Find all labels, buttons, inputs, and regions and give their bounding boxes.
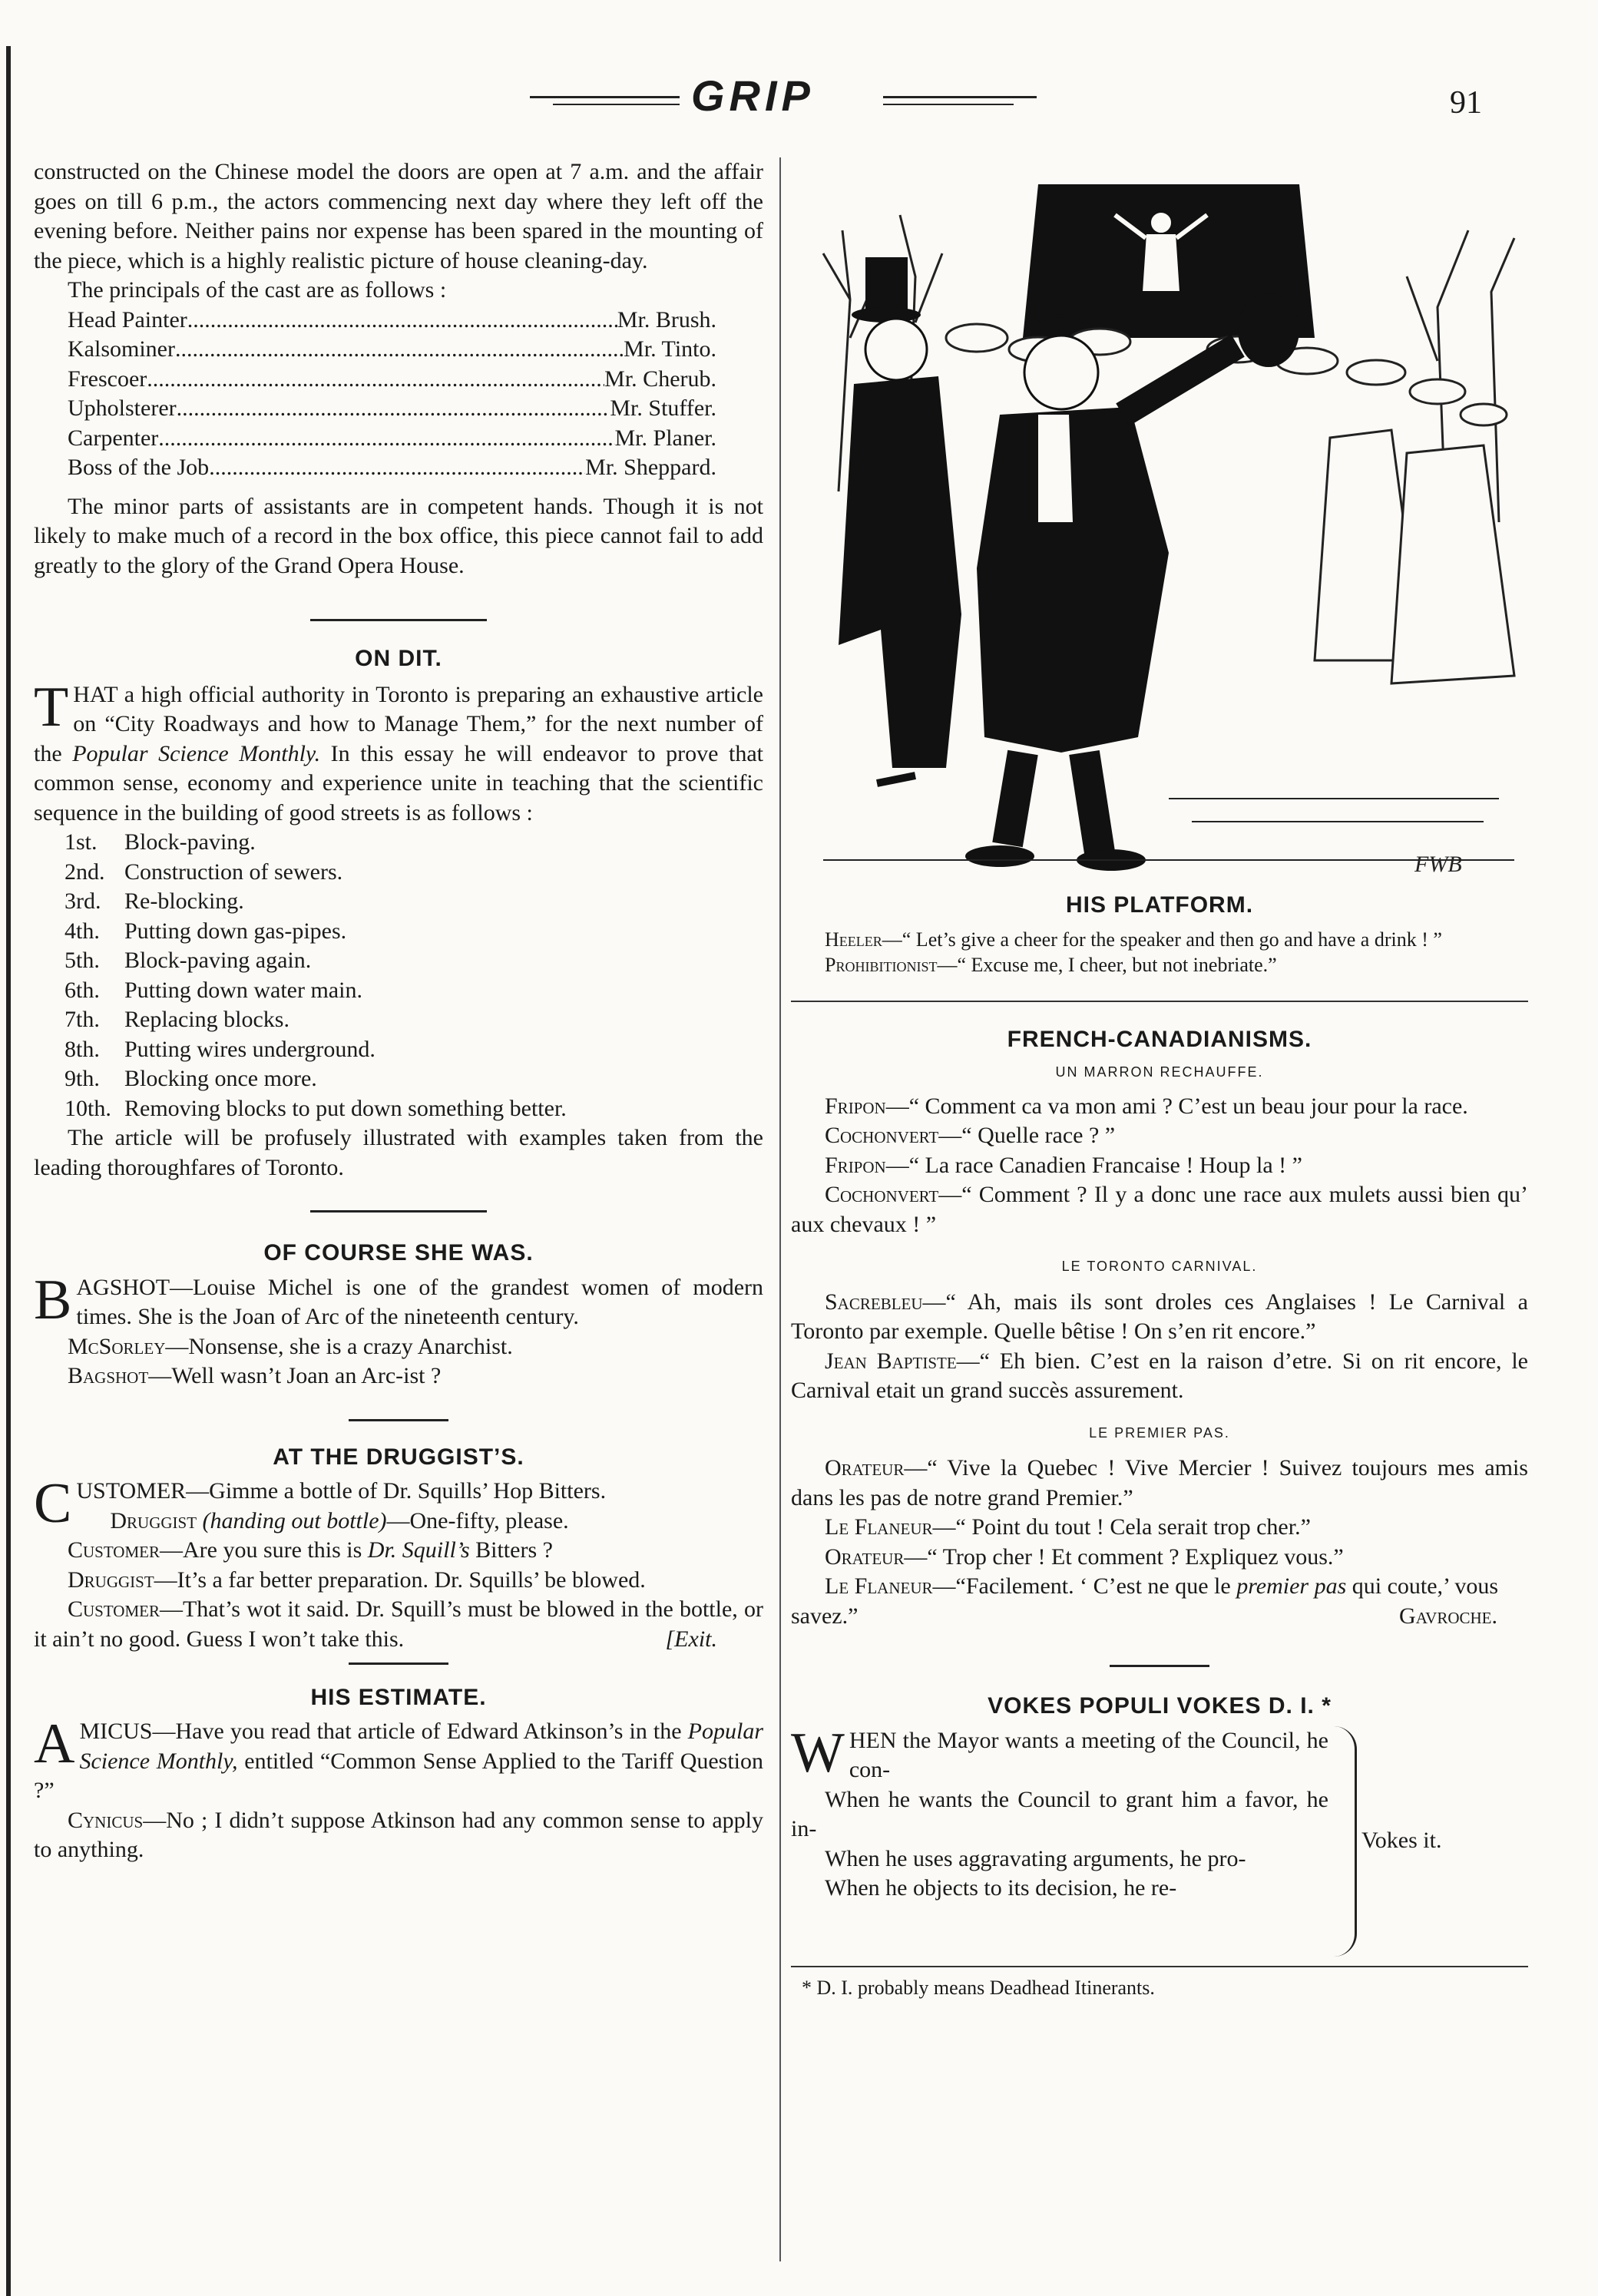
dialogue-line: Bagshot—Well wasn’t Joan an Arc-ist ? bbox=[68, 1363, 442, 1388]
subheading: UN MARRON RECHAUFFE. bbox=[1055, 1064, 1264, 1080]
drop-cap: T bbox=[34, 675, 69, 739]
section-separator bbox=[1110, 1665, 1209, 1667]
dialogue-line: Jean Baptiste—“ Eh bien. C’est en la raison d’etre. Si on rit encore, le Carnival etait un grand succès assurement. bbox=[791, 1348, 1528, 1403]
section-separator bbox=[310, 1210, 487, 1213]
dialogue-line: Fripon—“ Comment ca va mon ami ? C’est un beau jour pour la race. bbox=[825, 1093, 1468, 1119]
dialogue-line: Cochonvert—“ Quelle race ? ” bbox=[825, 1123, 1116, 1148]
on-dit-body: THAT a high official authority in Toronto is preparing an exhaustive article on “City Roadways and how to Manage Them,” for the next number of the Popular Science Monthly. In this essay he will endeavor to prove that common sense, economy and experience unite in teaching that the scientific sequence in the building of good streets is as follows : bbox=[34, 675, 763, 825]
dialogue-line: Customer—That’s wot it said. Dr. Squill’s must be blowed in the bottle, or it ain’t no good. Guess I won’t take this. bbox=[34, 1596, 763, 1652]
dialogue-line: McSorley—Nonsense, she is a crazy Anarchist. bbox=[68, 1333, 513, 1359]
curly-bracket bbox=[1332, 1726, 1357, 1957]
list-item: 10th. Removing blocks to put down something better. bbox=[65, 1095, 567, 1121]
column-divider bbox=[779, 157, 781, 2261]
article-intro: constructed on the Chinese model the doors are open at 7 a.m. and the affair goes on till 6 p.m., the actors commencing next day where they left off the evening before. Neither pains nor expense has been spared in the mounting of the piece, which is a highly realistic picture of house cleaning-day. bbox=[34, 159, 763, 273]
list-item: 2nd. Construction of sewers. bbox=[65, 859, 343, 885]
bracket-label: Vokes it. bbox=[1361, 1827, 1442, 1853]
cast-list bbox=[68, 306, 716, 483]
drop-cap: B bbox=[34, 1268, 72, 1332]
masthead-title: GRIP bbox=[691, 71, 815, 120]
cast-intro: The principals of the cast are as follows : bbox=[68, 277, 447, 303]
poem-line: When he uses aggravating arguments, he pro- bbox=[825, 1845, 1246, 1871]
stage-direction: [Exit. bbox=[665, 1626, 717, 1652]
on-dit-list bbox=[65, 828, 763, 1123]
header-rule-left-2 bbox=[553, 104, 680, 105]
section-separator bbox=[349, 1419, 448, 1421]
dialogue-line: Cochonvert—“ Comment ? Il y a donc une race aux mulets aussi bien qu’ aux chevaux ! ” bbox=[791, 1182, 1528, 1237]
dialogue-line: Orateur—“ Trop cher ! Et comment ? Expliquez vous.” bbox=[825, 1543, 1344, 1570]
section-separator bbox=[310, 619, 487, 621]
subheading: LE PREMIER PAS. bbox=[1089, 1424, 1230, 1441]
list-item: 1st. Block-paving. bbox=[65, 829, 256, 855]
heading-of-course: OF COURSE SHE WAS. bbox=[263, 1240, 534, 1265]
header-rule-right bbox=[883, 96, 1037, 98]
caption-line: Prohibitionist—“ Excuse me, I cheer, but not inebriate.” bbox=[825, 953, 1277, 976]
heading-platform: HIS PLATFORM. bbox=[1065, 892, 1254, 918]
header-rule-left bbox=[530, 96, 680, 98]
list-item: 6th. Putting down water main. bbox=[65, 977, 362, 1003]
right-column bbox=[791, 891, 1528, 2000]
heading-french: FRENCH-CANADIANISMS. bbox=[1007, 1026, 1312, 1052]
list-item: 8th. Putting wires underground. bbox=[65, 1036, 376, 1062]
drop-cap: W bbox=[791, 1721, 845, 1785]
cast-row: Head Painter ..... Mr. Brush. bbox=[68, 306, 716, 336]
poem-line: When he objects to its decision, he re- bbox=[825, 1875, 1177, 1901]
dialogue-line: Cynicus—No ; I didn’t suppose Atkinson had any common sense to apply to anything. bbox=[34, 1807, 763, 1862]
heading-estimate: HIS ESTIMATE. bbox=[310, 1684, 487, 1710]
dialogue-line: Orateur—“ Vive la Quebec ! Vive Mercier ! Suivez toujours mes amis dans les pas de notre grand Premier.” bbox=[791, 1455, 1528, 1510]
dialogue-line: Customer—Are you sure this is Dr. Squill’s Bitters ? bbox=[68, 1537, 553, 1563]
list-item: 9th. Blocking once more. bbox=[65, 1066, 317, 1091]
drop-cap: A bbox=[34, 1712, 75, 1775]
footnote-rule bbox=[791, 1966, 1528, 1967]
page-margin-rule bbox=[6, 46, 11, 2296]
section-separator bbox=[791, 1001, 1528, 1002]
page-number: 91 bbox=[1450, 85, 1482, 121]
on-dit-closing: The article will be profusely illustrated with examples taken from the leading thoroughfares of Toronto. bbox=[34, 1125, 763, 1180]
caption-line: Heeler—“ Let’s give a cheer for the speaker and then go and have a drink ! ” bbox=[825, 928, 1442, 951]
list-item: 5th. Block-paving again. bbox=[65, 948, 312, 973]
section-separator bbox=[349, 1662, 448, 1665]
cast-row: Kalsominer ..... Mr. Tinto. bbox=[68, 335, 716, 365]
poem-line: WHEN the Mayor wants a meeting of the Council, he con- bbox=[791, 1721, 1328, 1785]
subheading: LE TORONTO CARNIVAL. bbox=[1061, 1259, 1258, 1274]
cast-row: Boss of the Job ..... Mr. Sheppard. bbox=[68, 453, 716, 483]
dialogue-line: Le Flaneur—“ Point du tout ! Cela serait trop cher.” bbox=[825, 1514, 1311, 1540]
list-item: 3rd. Re-blocking. bbox=[65, 888, 244, 914]
druggist-body: CUSTOMER—Gimme a bottle of Dr. Squills’ Hop Bitters. bbox=[34, 1472, 607, 1535]
cast-row: Carpenter ..... Mr. Planer. bbox=[68, 424, 716, 454]
list-item: 4th. Putting down gas-pipes. bbox=[65, 918, 347, 944]
heading-vokes: VOKES POPULI VOKES D. I. * bbox=[988, 1693, 1332, 1719]
list-item: 7th. Replacing blocks. bbox=[65, 1007, 289, 1032]
cast-row: Upholsterer ..... Mr. Stuffer. bbox=[68, 394, 716, 424]
poem-line: When he wants the Council to grant him a favor, he in- bbox=[791, 1786, 1328, 1841]
dialogue-line: Druggist—It’s a far better preparation. Dr. Squills’ be blowed. bbox=[68, 1567, 646, 1593]
cartoon-illustration bbox=[808, 184, 1530, 887]
header-rule-right-2 bbox=[883, 104, 1014, 105]
vokes-poem bbox=[791, 1721, 1528, 1957]
heading-druggist: AT THE DRUGGIST’S. bbox=[273, 1444, 524, 1470]
dialogue-line: Fripon—“ La race Canadien Francaise ! Houp la ! ” bbox=[825, 1152, 1302, 1178]
heading-on-dit: ON DIT. bbox=[355, 646, 442, 671]
cast-row: Frescoer ..... Mr. Cherub. bbox=[68, 365, 716, 395]
cartoon-signature: FWB bbox=[1414, 852, 1462, 877]
minor-parts: The minor parts of assistants are in competent hands. Though it is not likely to make much of a record in the box office, this piece cannot fail to add greatly to the glory of the Grand Opera House. bbox=[34, 493, 763, 578]
dialogue-line: Le Flaneur—“Facilement. ‘ C’est ne que le premier pas qui coute,’ vous savez.” Gavroche. bbox=[791, 1572, 1528, 1631]
drop-cap: C bbox=[34, 1472, 72, 1535]
footnote: * D. I. probably means Deadhead Itinerants. bbox=[802, 1976, 1155, 1999]
poem-lines bbox=[791, 1721, 1328, 1957]
estimate-body: AMICUS—Have you read that article of Edward Atkinson’s in the Popular Science Monthly, entitled “Common Sense Applied to the Tariff Question ?” bbox=[34, 1712, 764, 1803]
dialogue-line: Sacrebleu—“ Ah, mais ils sont droles ces Anglaises ! Le Carnival a Toronto par exemple. Quelle bêtise ! On s’en rit encore.” bbox=[791, 1289, 1528, 1344]
signoff: Gavroche. bbox=[1399, 1603, 1497, 1629]
left-column bbox=[34, 157, 763, 1865]
dialogue-line: Druggist (handing out bottle)—One-fifty, please. bbox=[110, 1507, 569, 1533]
of-course-body: BAGSHOT—Louise Michel is one of the grandest women of modern times. She is the Joan of Arc of the nineteenth century. bbox=[34, 1268, 763, 1332]
